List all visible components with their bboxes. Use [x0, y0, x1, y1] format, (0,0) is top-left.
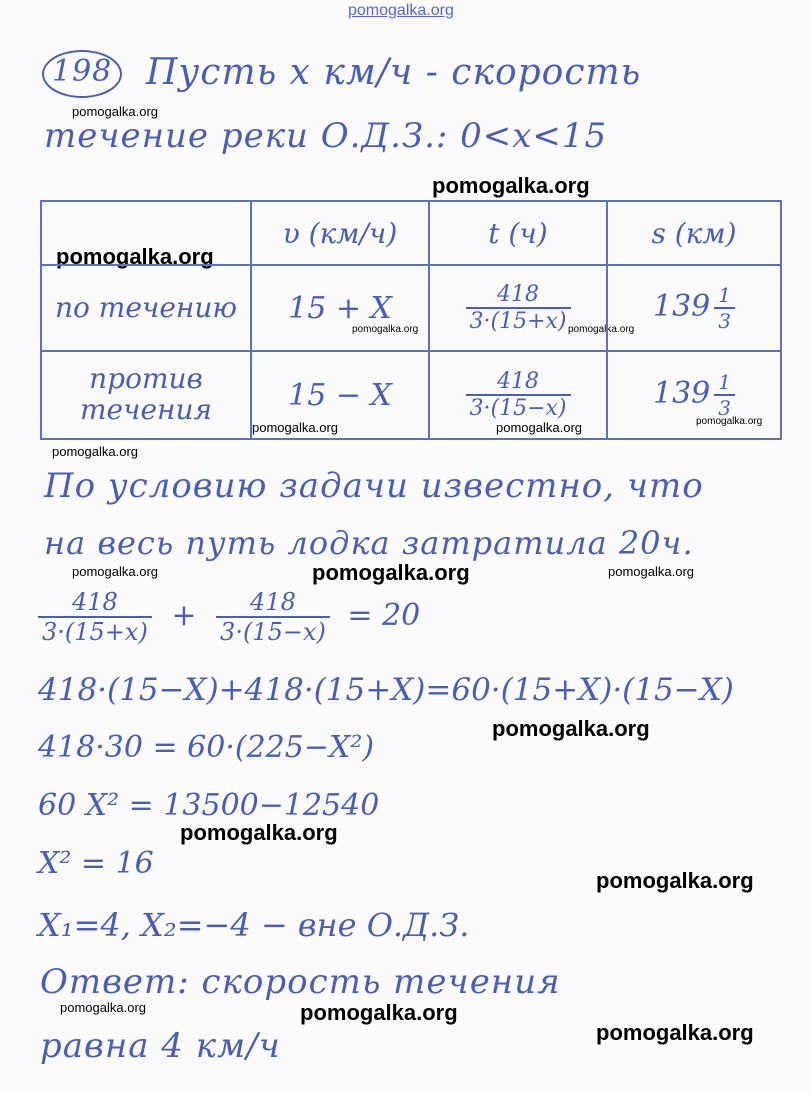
- table-header-cell: [41, 201, 251, 265]
- table-header-cell: υ (км/ч): [251, 201, 429, 265]
- equation-fraction: [38, 588, 152, 646]
- table-row: [41, 265, 781, 351]
- table-row: [41, 351, 781, 439]
- condition-line-1: По условию задачи известно, что: [44, 466, 704, 506]
- watermark: pomogalka.org: [312, 560, 470, 585]
- watermark: pomogalka.org: [56, 244, 214, 269]
- mixed-number: [653, 283, 735, 333]
- row-label: против течения: [41, 351, 251, 439]
- distance-cell: [607, 265, 781, 351]
- step-5: X₁=4, X₂=−4 − вне О.Д.З.: [38, 906, 470, 944]
- watermark: pomogalka.org: [432, 173, 590, 198]
- fraction-numerator: 418: [497, 282, 539, 307]
- table-header-cell: s (км): [607, 201, 781, 265]
- distance-cell: [607, 351, 781, 439]
- watermark: pomogalka.org: [568, 324, 635, 335]
- speed-cell: 15 + X: [251, 265, 429, 351]
- step-4: X² = 16: [38, 846, 154, 881]
- step-2: 418·30 = 60·(225−X²): [38, 730, 375, 765]
- table-header-row: [41, 201, 781, 265]
- time-cell: [429, 265, 607, 351]
- watermark: pomogalka.org: [180, 820, 338, 845]
- answer-line-1: Ответ: скорость течения: [40, 962, 561, 1002]
- watermark: pomogalka.org: [300, 1000, 458, 1025]
- watermark: pomogalka.org: [252, 420, 338, 435]
- fraction-denominator: 3·(15+x): [466, 307, 571, 334]
- fraction-numerator: 418: [72, 588, 118, 616]
- speed-cell: 15 − X: [251, 351, 429, 439]
- fraction-numerator: 1: [718, 370, 731, 394]
- time-cell: [429, 351, 607, 439]
- problem-number: 198: [52, 54, 113, 89]
- fraction-numerator: 418: [250, 588, 296, 616]
- fraction-numerator: 418: [497, 369, 539, 394]
- mixed-fraction: [714, 370, 735, 420]
- watermark: pomogalka.org: [496, 420, 582, 435]
- mixed-fraction: [714, 283, 735, 333]
- intro-line-2: течение реки О.Д.З.: 0<x<15: [44, 116, 608, 156]
- main-equation: [38, 588, 420, 646]
- watermark: pomogalka.org: [596, 868, 754, 893]
- watermark: pomogalka.org: [492, 716, 650, 741]
- time-fraction: [466, 282, 571, 334]
- fraction-denominator: 3·(15−x): [466, 394, 571, 421]
- intro-line-1: Пусть x км/ч - скорость: [146, 52, 642, 93]
- row-label: по течению: [41, 265, 251, 351]
- watermark: pomogalka.org: [52, 444, 138, 459]
- watermark: pomogalka.org: [72, 104, 158, 119]
- table-header-cell: t (ч): [429, 201, 607, 265]
- watermark: pomogalka.org: [352, 324, 419, 335]
- condition-line-2: на весь путь лодка затратила 20ч.: [44, 524, 694, 562]
- equation-rhs: = 20: [347, 598, 421, 633]
- mixed-number: [653, 370, 735, 420]
- time-fraction: [466, 369, 571, 421]
- fraction-denominator: 3: [714, 394, 735, 420]
- mixed-whole: 139: [653, 376, 711, 411]
- step-1: 418·(15−X)+418·(15+X)=60·(15+X)·(15−X): [38, 672, 734, 708]
- fraction-denominator: 3·(15+x): [38, 616, 152, 646]
- step-3: 60 X² = 13500−12540: [38, 788, 380, 823]
- fraction-numerator: 1: [718, 283, 731, 307]
- watermark: pomogalka.org: [608, 564, 694, 579]
- answer-line-2: равна 4 км/ч: [40, 1026, 281, 1066]
- equation-fraction: [216, 588, 330, 646]
- watermark: pomogalka.org: [72, 564, 158, 579]
- watermark: pomogalka.org: [696, 416, 763, 427]
- mixed-whole: 139: [653, 289, 711, 324]
- fraction-denominator: 3: [714, 307, 735, 333]
- data-table: [40, 200, 782, 440]
- fraction-denominator: 3·(15−x): [216, 616, 330, 646]
- watermark: pomogalka.org: [596, 1020, 754, 1045]
- plus-sign: +: [171, 598, 197, 633]
- watermark: pomogalka.org: [60, 1000, 146, 1015]
- watermark-top[interactable]: pomogalka.org: [348, 2, 454, 19]
